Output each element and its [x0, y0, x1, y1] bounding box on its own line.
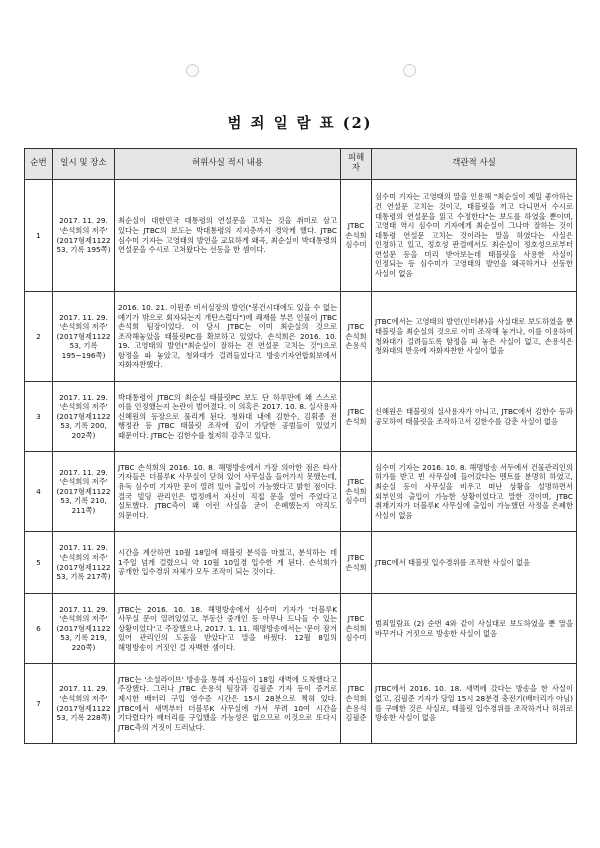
table-row [25, 594, 577, 664]
crime-list-table [24, 148, 577, 744]
row-date-place: 2017. 11. 29. '손석희의 저주' (2017형제112253, 기록 217쪽) [53, 532, 115, 594]
row-date-place: 2017. 11. 29. '손석희의 저주' (2017형제112253, 기록 195쪽) [53, 180, 115, 292]
binder-hole-right [403, 64, 416, 77]
table-row [25, 180, 577, 292]
row-victim: JTBC 손석희 손용석 [341, 292, 372, 382]
table-row [25, 292, 577, 382]
row-false-statement: JTBC는 '소셜라이브' 방송을 통해 자신들이 18일 새벽에 도착했다고 주장했다. 그러나 JTBC 손용석 팀장과 김필준 기자 등이 증거로 제시한 배터리 구입 영수증 시간은 15시 28분으로 찍혀 있다. JTBC에서 새벽부터 더블루K 사무실에 가서 무려 10여 시간을 기다렸다가 배터리를 구입했을 가능성은 없으므로 이것으로 또다시 JTBC측의 거짓이 드러났다. [115, 664, 341, 744]
row-false-statement: JTBC는 2016. 10. 18. 해명방송에서 심수미 기자가 '더블루K 사무실 문이 열려있었고, 부동산 중개인 등 아무나 드나들 수 있는 상황이었다'고 주장했으나, 2017. 1. 11. 해명방송에서는 '문이 잠겨 있어 관리인의 도움을 받았다'고 말을 바꿨다. 12월 8일의 해명방송이 거짓인 걸 자백한 셈이다. [115, 594, 341, 664]
row-victim: JTBC 손석희 [341, 532, 372, 594]
header-no: 순번 [25, 149, 53, 180]
row-victim: JTBC 손석희 심수미 [341, 452, 372, 532]
row-number: 2 [25, 292, 53, 382]
row-objective-fact: 신혜원은 태블릿의 실사용자가 아니고, JTBC에서 김한수 등과 공모하여 태블릿을 조작하고서 김한수를 감춘 사실이 없음 [372, 382, 577, 452]
row-false-statement: 시간을 계산하면 10월 18일에 태블릿 분석을 마쳤고, 분석하는 데 1주일 넘게 걸렸으니 약 10월 10일경 입수한 게 된다. 손석희가 공개한 입수경위 자체가 모두 조작이 되는 것이다. [115, 532, 341, 594]
row-number: 5 [25, 532, 53, 594]
table-header-row [25, 149, 577, 180]
header-truth: 객관적 사실 [372, 149, 577, 180]
row-false-statement: JTBC 손석희의 2016. 10. 8. 해명방송에서 가장 의아한 점은 타사 기자들은 더블루K 사무실이 닫혀 있어 사무실을 들어가지 못했는데, 유독 심수미 기자만 문이 열려 있어 출입이 가능했다고 밝힌 점이다. 결국 빌딩 관리인은 법정에서 자신이 직접 문을 열어 주었다고 실토했다. JTBC측이 왜 이런 사실을 굳이 은폐했는지 아직도 의문이다. [115, 452, 341, 532]
table-row [25, 532, 577, 594]
table-row [25, 664, 577, 744]
row-false-statement: 박대통령이 JTBC의 최순실 태블릿PC 보도 단 하루만에 왜 스스로 이를 인정했는지 논란이 벌어졌다. 이 의혹은 2017. 10. 8. 실사용자 신혜원의 등장으로 풀리게 된다. 청와대 내에 김한수, 김휘종 전 행정관 등 JTBC 태블릿 조작에 깊이 가담한 공범들이 있었기 때문이다. JTBC는 김한수를 철저히 감추고 있다. [115, 382, 341, 452]
table-row [25, 452, 577, 532]
row-date-place: 2017. 11. 29. '손석희의 저주' (2017형제112253, 기록 200, 202쪽) [53, 382, 115, 452]
row-objective-fact: 심수미 기자는 2016. 10. 8. 해명방송 서두에서 건물관리인의 허가를 받고 빈 사무실에 들어갔다는 멘트를 분명히 하였고, 최순실 등이 사무실을 비우고 떠난 상황을 설명하면서 외부인의 출입이 가능한 상황이었다고 말한 것이며, JTBC 취재기자가 더블루K 사무실에 출입이 가능했던 사정을 은폐한 사실이 없음 [372, 452, 577, 532]
row-number: 4 [25, 452, 53, 532]
row-false-statement: 2016. 10. 21. 이원종 비서실장의 발언("봉건시대에도 있을 수 없는 얘기가 밖으로 회자되는지 개탄스럽다")에 쾌재를 부른 인물이 JTBC 손석희 팀장이었다. 이 당시 JTBC는 이미 최순실의 것으로 조작해놓았을 태블릿PC를 확보하고 있었다. 손석희은 2016. 10. 19. 고영태의 발언("최순실이 잘하는 건 연설문 고치는 것")으로 함정을 파 놓았고, 청와대가 걸려들었다고 방송기자연합회보에서 자화자찬했다. [115, 292, 341, 382]
row-victim: JTBC 손석희 심수미 [341, 594, 372, 664]
row-objective-fact: JTBC에서 2016. 10. 18. 새벽에 갔다는 방송을 한 사실이 없고, 김필준 기자가 당일 15시 28분경 충전기(배터리가 아님)를 구매한 것은 사실로, 태블릿 입수경위를 조작하거나 허위로 방송한 사실이 없음 [372, 664, 577, 744]
row-date-place: 2017. 11. 29. '손석희의 저주' (2017형제112253, 기록 195~196쪽) [53, 292, 115, 382]
row-date-place: 2017. 11. 29. '손석희의 저주' (2017형제112253, 기록 210, 211쪽) [53, 452, 115, 532]
header-victim: 피해자 [341, 149, 372, 180]
row-objective-fact: JTBC에서 태블릿 입수경위를 조작한 사실이 없음 [372, 532, 577, 594]
row-number: 3 [25, 382, 53, 452]
row-number: 6 [25, 594, 53, 664]
row-false-statement: 최순실이 대한민국 대통령의 연설문을 고치는 것을 취미로 삼고 있다는 JTBC의 보도는 박대통령의 지지층까지 경악케 했다. JTBC 심수미 기자는 고영태의 발언을 교묘하게 왜곡, 최순실이 박대통령의 연설문을 수시로 고쳐왔다는 선동을 한 셈이다. [115, 180, 341, 292]
row-date-place: 2017. 11. 29. '손석희의 저주' (2017형제112253, 기록 228쪽) [53, 664, 115, 744]
row-number: 1 [25, 180, 53, 292]
header-date: 일시 및 장소 [53, 149, 115, 180]
row-victim: JTBC 손석희 [341, 382, 372, 452]
row-objective-fact: 심수미 기자는 고영태의 말을 인용해 "최순실이 제일 좋아하는 건 연설문 고치는 것이고, 태블릿을 끼고 다니면서 수시로 대통령의 연설문을 읽고 수정한다"는 보도를 하였을 뿐이며, 고영태 역시 심수미 기자에게 최순실이 그나마 잘하는 것이 대통령 연설문 고치는 것이라는 말을 하였다는 사실은 인정하고 있고, 정호성 판결에서도 최순실이 정호성으로부터 연설문 등을 미리 받아보는데 태블릿을 사용한 사실이 인정되는 등 심수미가 고영태의 발언을 왜곡하거나 선동한 사실이 없음 [372, 180, 577, 292]
binder-hole-left [186, 64, 199, 77]
row-victim: JTBC 손석희 손용석 김필준 [341, 664, 372, 744]
header-falsehood: 허위사실 적시 내용 [115, 149, 341, 180]
row-date-place: 2017. 11. 29. '손석희의 저주' (2017형제112253, 기록 219, 220쪽) [53, 594, 115, 664]
row-objective-fact: JTBC에서는 고영태의 발언(인터뷰)을 사실대로 보도하였을 뿐 태블릿을 최순실의 것으로 이미 조작해 놓거나, 이를 이용하여 청와대가 걸려들도록 함정을 파 놓은 사실이 없고, 손용석은 청와대의 반응에 자화자찬한 사실이 없음 [372, 292, 577, 382]
table-row [25, 382, 577, 452]
row-number: 7 [25, 664, 53, 744]
page-title: 범 죄 일 람 표 (2) [227, 115, 373, 132]
row-objective-fact: 범죄일람표 (2) 순번 4와 같이 사실대로 보도하였을 뿐 말을 바꾸거나 거짓으로 방송한 사실이 없음 [372, 594, 577, 664]
row-victim: JTBC 손석희 심수미 [341, 180, 372, 292]
